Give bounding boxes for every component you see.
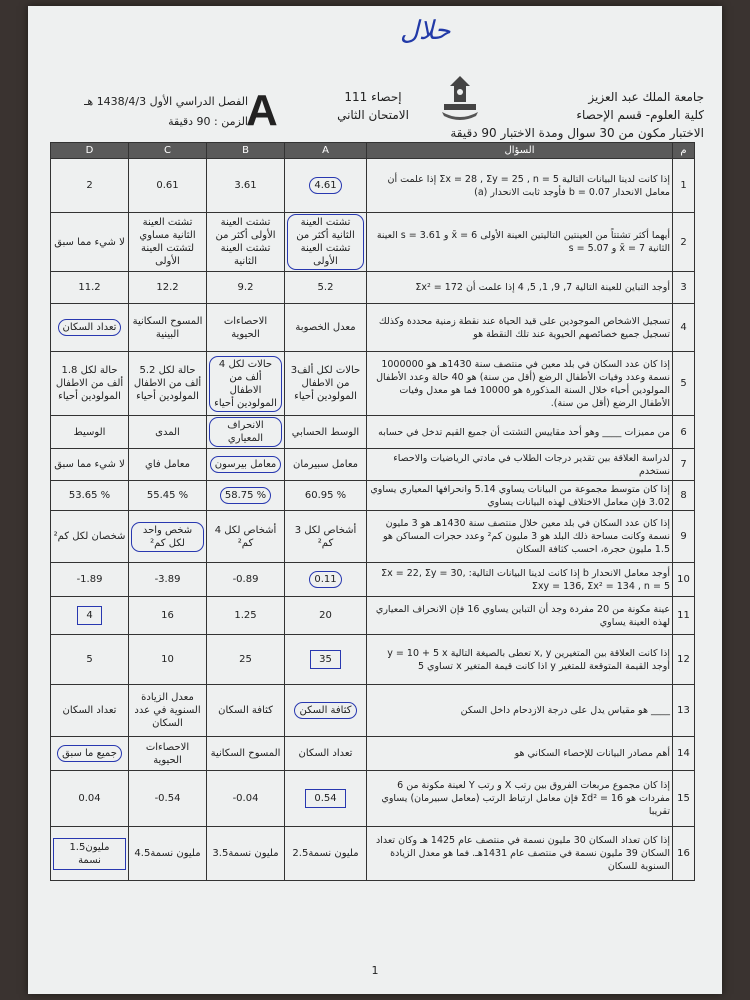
option-d (51, 597, 129, 635)
option-b: كثافة السكان (207, 685, 285, 737)
option-b: -0.04 (207, 771, 285, 827)
option-a: 3 أشخاص لكل كم² (285, 511, 367, 563)
question-text: لدراسة العلاقة بين تقدير درجات الطلاب في مادتي الرياضيات والاحصاء نستخدم (367, 449, 673, 481)
answer-circle: معامل بيرسون (210, 456, 282, 473)
question-text: إذا كان متوسط مجموعة من البيانات يساوي 5.14 وانحرافها المعياري يساوي 3.02 فإن معامل الاختلاف لهذه البيانات يساوي (367, 481, 673, 511)
option-a (285, 563, 367, 597)
question-text: تسجيل الاشخاص الموجودين على قيد الحياة عند نقطة زمنية محددة وكذلك تسجيل جميع خصائصهم الحيوية عند تلك النقطة هو (367, 304, 673, 352)
option-d: الوسيط (51, 416, 129, 449)
questions-table (50, 142, 695, 881)
question-number: 3 (673, 272, 695, 304)
question-number: 12 (673, 635, 695, 685)
option-a: الوسط الحسابي (285, 416, 367, 449)
question-number: 2 (673, 213, 695, 272)
option-d: شخصان لكل كم² (51, 511, 129, 563)
option-d: تعداد السكان (51, 685, 129, 737)
question-text: إذا كان تعداد السكان 30 مليون نسمة في منتصف عام 1425 هـ وكان تعداد السكان 39 مليون نسمة في منتصف عام 1431هـ. فما هو معدل الزيادة السنوية للسكان (367, 827, 673, 881)
option-c: 10 (129, 635, 207, 685)
option-c: المسوح السكانية البينية (129, 304, 207, 352)
table-row (51, 563, 695, 597)
question-number: 10 (673, 563, 695, 597)
option-b: تشتت العينة الأولى أكثر من تشتت العينة الثانية (207, 213, 285, 272)
table-row (51, 416, 695, 449)
question-number: 1 (673, 159, 695, 213)
exam-time: الزمن : 90 دقيقة (168, 115, 248, 128)
option-c: -3.89 (129, 563, 207, 597)
option-b: الاحصاءات الحيوية (207, 304, 285, 352)
option-b: المسوح السكانية (207, 737, 285, 771)
option-d (51, 304, 129, 352)
question-text: إذا كان عدد السكان في بلد معين في منتصف سنة 1430هـ هو 1000000 نسمة وعدد وفيات الأطفال الرضع (أقل من سنة) هو 40 حالة وعدد الأطفال المولودين أحياء خلال السنة المذكورة هو 10000 فما هو معدل وفيات الأطفال الرضع (أقل من سنة). (367, 352, 673, 416)
answer-box: 4 (77, 606, 101, 625)
table-row (51, 304, 695, 352)
question-text: أوجد التباين للعينة التالية 7, 9, 1, 5, 4 إذا علمت أن Σx² = 172 (367, 272, 673, 304)
option-b: -0.89 (207, 563, 285, 597)
table-row (51, 685, 695, 737)
answer-box: 0.54 (305, 789, 345, 808)
exam-version: A (246, 86, 278, 135)
question-number: 13 (673, 685, 695, 737)
question-text: إذا كانت العلاقة بين المتغيرين x, y تعطى بالصيغة التالية y = 10 + 5 x أوجد القيمة المتوقعة للمتغير y اذا كانت قيمة المتغير x تساوي 5 (367, 635, 673, 685)
option-b: 4 أشخاص لكل كم² (207, 511, 285, 563)
option-b: 3.61 (207, 159, 285, 213)
question-text: أيهما أكثر تشتتاً من العينتين التاليتين العينة الأولى x̄ = 6 و s = 3.61 العينة الثانية x̄ = 7 و s = 5.07 (367, 213, 673, 272)
answer-box: 1.5مليون نسمة (53, 838, 126, 870)
table-row (51, 213, 695, 272)
answer-circle: 58.75 % (220, 487, 271, 504)
header-num: م (673, 143, 695, 159)
answer-circle: 0.11 (309, 571, 341, 588)
question-number: 9 (673, 511, 695, 563)
exam-name: الامتحان الثاني (337, 108, 409, 122)
question-number: 5 (673, 352, 695, 416)
university-name: جامعة الملك عبد العزيز (588, 90, 704, 104)
question-number: 14 (673, 737, 695, 771)
answer-circle: شخص واحد لكل كم² (131, 522, 204, 552)
table-row (51, 597, 695, 635)
option-c: 4.5مليون نسمة (129, 827, 207, 881)
table-row (51, 771, 695, 827)
option-d (51, 827, 129, 881)
university-logo-icon (436, 72, 484, 122)
option-a (285, 213, 367, 272)
option-b: 25 (207, 635, 285, 685)
option-c: معدل الزيادة السنوية في عدد السكان (129, 685, 207, 737)
answer-circle: تشتت العينة الثانية أكثر من تشتت العينة الأولى (287, 214, 364, 270)
option-d: 5 (51, 635, 129, 685)
header-d: D (51, 143, 129, 159)
option-a (285, 771, 367, 827)
question-text: من مميزات ____ وهو أحد مقاييس التشتت أن جميع القيم تدخل في حسابه (367, 416, 673, 449)
question-text: إذا كانت لدينا البيانات التالية Σx = 28 , Σy = 25 , n = 5 إذا علمت أن معامل الانحدار b = 0.07 فأوجد ثابت الانحدار (a) (367, 159, 673, 213)
option-d: 11.2 (51, 272, 129, 304)
option-b: 9.2 (207, 272, 285, 304)
table-row (51, 481, 695, 511)
option-d: 0.04 (51, 771, 129, 827)
option-c: 16 (129, 597, 207, 635)
option-c: 0.61 (129, 159, 207, 213)
option-d (51, 737, 129, 771)
answer-circle: الانحراف المعياري (209, 417, 282, 447)
option-d: لا شيء مما سبق (51, 213, 129, 272)
term-block (78, 92, 248, 132)
option-a: 20 (285, 597, 367, 635)
table-row (51, 159, 695, 213)
header-a: A (285, 143, 367, 159)
option-d: 53.65 % (51, 481, 129, 511)
question-number: 4 (673, 304, 695, 352)
option-a (285, 685, 367, 737)
option-b (207, 449, 285, 481)
option-c: المدى (129, 416, 207, 449)
university-block (450, 88, 704, 142)
page-number: 1 (371, 964, 379, 977)
table-row (51, 511, 695, 563)
option-c: تشتت العينة الثانية مساوي لتشتت العينة الأولى (129, 213, 207, 272)
option-a: 2.5مليون نسمة (285, 827, 367, 881)
question-text: عينة مكونة من 20 مفردة وجد أن التباين يساوي 16 فإن الانحراف المعياري لهذه العينة يساوي (367, 597, 673, 635)
question-number: 8 (673, 481, 695, 511)
option-d: 2 (51, 159, 129, 213)
table-row (51, 449, 695, 481)
option-b (207, 416, 285, 449)
option-c: معامل فاي (129, 449, 207, 481)
option-c: الاحصاءات الحيوية (129, 737, 207, 771)
table-row (51, 737, 695, 771)
option-a: 5.2 (285, 272, 367, 304)
answer-circle: جميع ما سبق (57, 745, 122, 762)
term-date: الفصل الدراسي الأول 1438/4/3 هـ (84, 95, 248, 108)
option-b: 3.5مليون نسمة (207, 827, 285, 881)
option-a: تعداد السكان (285, 737, 367, 771)
question-number: 15 (673, 771, 695, 827)
option-a: معامل سبيرمان (285, 449, 367, 481)
option-a (285, 159, 367, 213)
question-number: 7 (673, 449, 695, 481)
course-block (318, 88, 428, 124)
question-number: 11 (673, 597, 695, 635)
question-text: أهم مصادر البيانات للإحصاء السكاني هو (367, 737, 673, 771)
option-c: 12.2 (129, 272, 207, 304)
option-c: -0.54 (129, 771, 207, 827)
option-a: 60.95 % (285, 481, 367, 511)
table-row (51, 635, 695, 685)
answer-circle: 4 حالات لكل ألف من الاطفال المولودين أحياء (209, 356, 282, 412)
option-c: 5.2 حالة لكل ألف من الاطفال المولودين أحياء (129, 352, 207, 416)
option-d: لا شيء مما سبق (51, 449, 129, 481)
header-b: B (207, 143, 285, 159)
header-c: C (129, 143, 207, 159)
option-a: 3حالات لكل ألف من الاطفال المولودين أحياء (285, 352, 367, 416)
option-d: 1.8 حالة لكل ألف من الاطفال المولودين أحياء (51, 352, 129, 416)
option-a (285, 635, 367, 685)
course-name: إحصاء 111 (344, 90, 402, 104)
answer-circle: 4.61 (309, 177, 341, 194)
question-text: إذا كان مجموع مربعات الفروق بين رتب X و رتب Y لعينة مكونة من 6 مفردات هو Σd² = 16 فإن معامل ارتباط الرتب (معامل سبيرمان) يساوي تقريبا (367, 771, 673, 827)
option-a: معدل الخصوبة (285, 304, 367, 352)
table-row (51, 272, 695, 304)
option-c (129, 511, 207, 563)
table-header-row (51, 143, 695, 159)
answer-circle: كثافة السكن (294, 702, 356, 719)
question-text: ____ هو مقياس يدل على درجة الازدحام داخل السكن (367, 685, 673, 737)
table-row (51, 352, 695, 416)
answer-circle: تعداد السكان (58, 319, 122, 336)
answer-box: 35 (310, 650, 341, 669)
table-row (51, 827, 695, 881)
option-d: -1.89 (51, 563, 129, 597)
header-question: السؤال (367, 143, 673, 159)
handwritten-note: حلال (400, 16, 451, 46)
option-b (207, 352, 285, 416)
question-number: 6 (673, 416, 695, 449)
exam-instructions: الاختبار مكون من 30 سوال ومدة الاختبار 90 دقيقة (450, 126, 704, 140)
question-text: إذا كان عدد السكان في بلد معين خلال منتصف سنة 1430هـ هو 3 مليون نسمة وكانت مساحة ذلك البلد هو 3 مليون كم² وعدد حجرات المساكن هو 1.5 مليون حجرة، احسب كثافة السكان (367, 511, 673, 563)
question-text: أوجد معامل الانحدار b إذا كانت لدينا البيانات التالية: Σx = 22, Σy = 30, Σxy = 136, Σx² = 134 , n = 5 (367, 563, 673, 597)
option-b: 1.25 (207, 597, 285, 635)
option-b (207, 481, 285, 511)
option-c: 55.45 % (129, 481, 207, 511)
faculty-name: كلية العلوم- قسم الإحصاء (576, 108, 704, 122)
question-number: 16 (673, 827, 695, 881)
